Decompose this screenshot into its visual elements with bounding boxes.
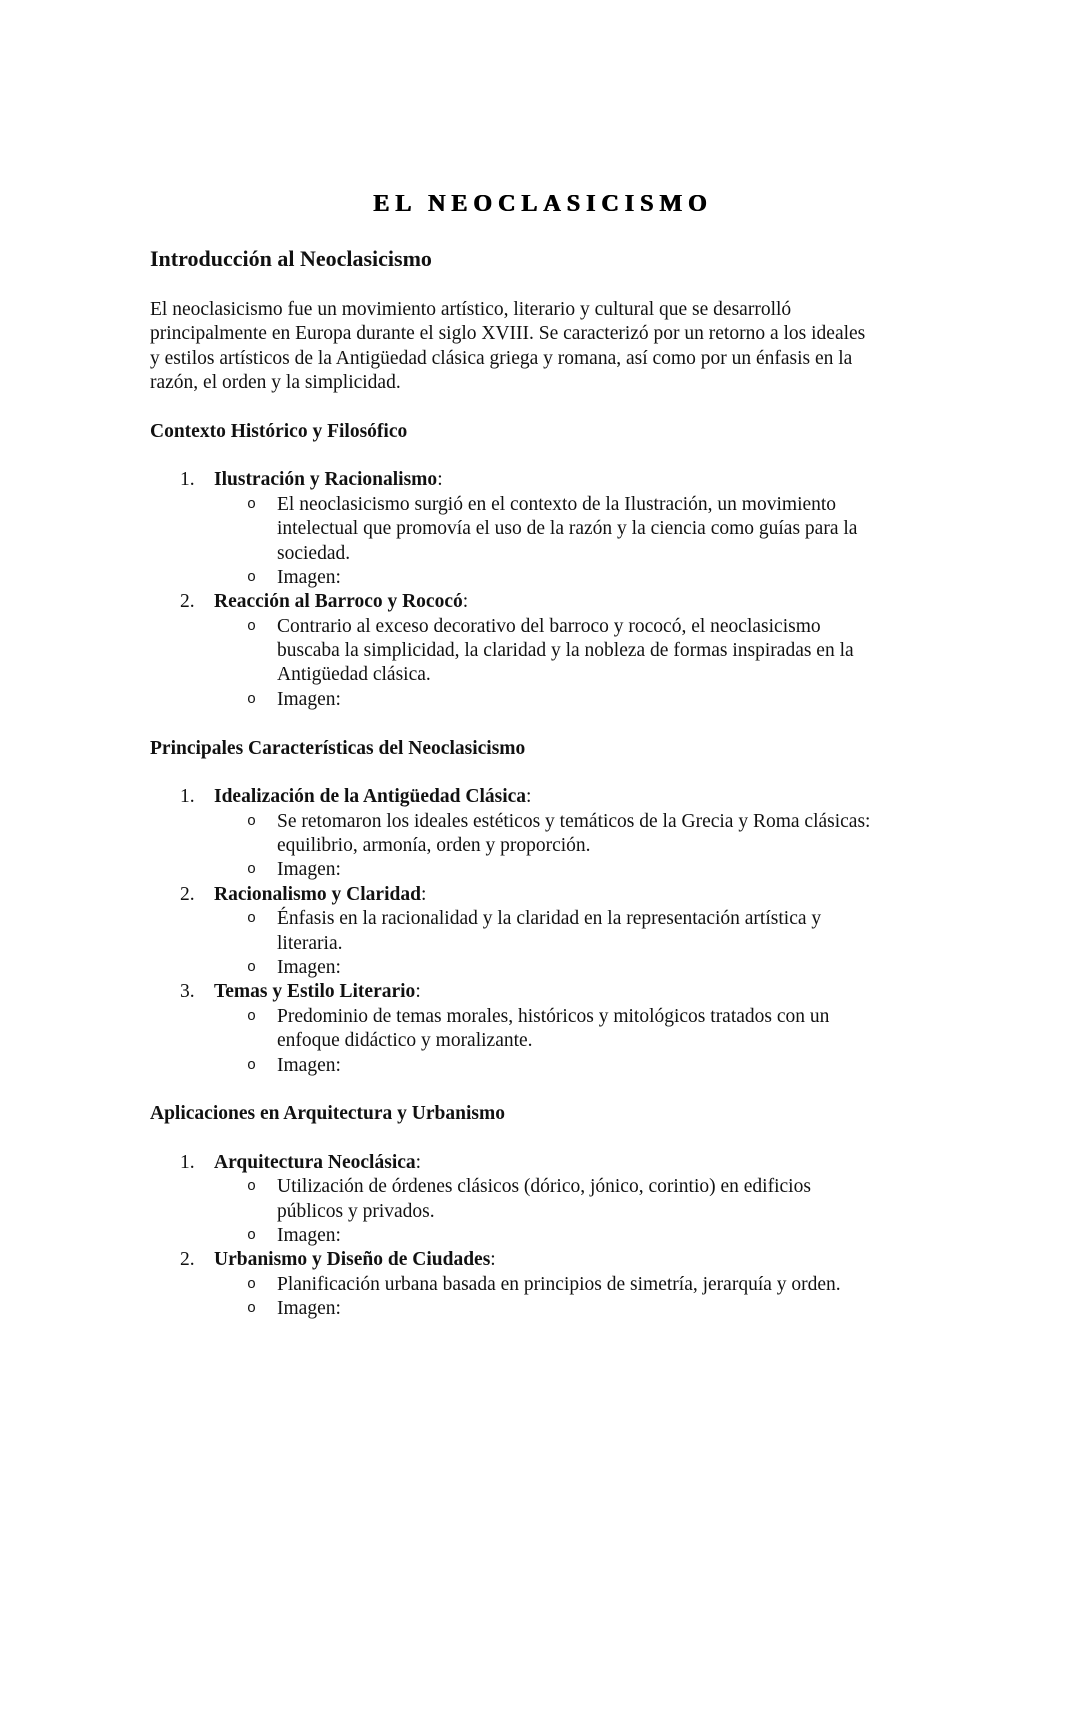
- bullet-item: [0, 1054, 1080, 1078]
- list-item-label-suffix: :: [526, 786, 532, 808]
- paragraph-line-text: El neoclasicismo fue un movimiento artístico, literario y cultural que se desarrolló: [150, 298, 792, 320]
- bullet-text: Utilización de órdenes clásicos (dórico, jónico, corintio) en edificios: [277, 1176, 811, 1198]
- bullet-text: literaria.: [277, 932, 343, 954]
- bullet-text: sociedad.: [277, 542, 351, 564]
- list-item-label-suffix: :: [462, 591, 469, 613]
- bullet-marker: o: [247, 1056, 257, 1074]
- bullet-text: intelectual que promovía el uso de la razón y la ciencia como guías para la: [277, 518, 858, 540]
- bullet-text: Predominio de temas morales, históricos y mitológicos tratados con un: [277, 1005, 830, 1027]
- list-item-number: 3.: [180, 981, 195, 1003]
- list-item-label-bold: Reacción al Barroco y Rococó: [214, 591, 463, 613]
- list-item-label: [214, 785, 531, 809]
- paragraph-line: [0, 298, 1080, 322]
- bullet-continuation: [0, 542, 1080, 566]
- list-item-number: 2.: [180, 591, 195, 613]
- bullet-text: enfoque didáctico y moralizante.: [277, 1030, 533, 1052]
- bullet-item: [0, 858, 1080, 882]
- bullet-item: [0, 810, 1080, 834]
- bullet-marker: o: [247, 617, 257, 635]
- bullet-continuation: [0, 639, 1080, 663]
- bullet-item: [0, 566, 1080, 590]
- list-item-heading: [0, 883, 1080, 907]
- bullet-text: Contrario al exceso decorativo del barroco y rococó, el neoclasicismo: [277, 615, 821, 637]
- list-item-label-suffix: :: [437, 469, 443, 491]
- numbered-list: [0, 1151, 1080, 1322]
- bullet-item: [0, 907, 1080, 931]
- list-item-label-bold: Idealización de la Antigüedad Clásica: [214, 786, 527, 808]
- intro-paragraph: [0, 298, 1080, 396]
- list-item-number: 1.: [180, 469, 195, 491]
- bullet-text-imagen: Imagen:: [277, 1054, 341, 1076]
- section-heading-contexto: Contexto Histórico y Filosófico: [150, 420, 408, 442]
- bullet-marker: o: [247, 690, 257, 708]
- bullet-continuation: [0, 932, 1080, 956]
- bullet-text-imagen: Imagen:: [277, 688, 341, 710]
- bullet-item: [0, 615, 1080, 639]
- paragraph-line: [0, 347, 1080, 371]
- bullet-marker: o: [247, 861, 257, 879]
- bullet-item: [0, 1224, 1080, 1248]
- bullet-text-imagen: Imagen:: [277, 1225, 341, 1247]
- list-item-heading: [0, 1248, 1080, 1272]
- list-item-heading: [0, 1151, 1080, 1175]
- list-item-heading: [0, 468, 1080, 492]
- list-item-heading: [0, 590, 1080, 614]
- bullet-continuation: [0, 517, 1080, 541]
- bullet-text-imagen: Imagen:: [277, 566, 341, 588]
- bullet-text-imagen: Imagen:: [277, 859, 341, 881]
- list-item-label-bold: Racionalismo y Claridad: [214, 883, 421, 905]
- list-item-label: [214, 468, 443, 492]
- document-title: EL NEOCLASICISMO: [373, 191, 713, 217]
- list-item-number: 2.: [180, 1249, 195, 1271]
- list-item-label: [214, 980, 421, 1004]
- list-item-heading: [0, 785, 1080, 809]
- bullet-text: buscaba la simplicidad, la claridad y la nobleza de formas inspiradas en la: [277, 640, 854, 662]
- bullet-item: [0, 956, 1080, 980]
- bullet-item: [0, 1175, 1080, 1199]
- bullet-item: [0, 1273, 1080, 1297]
- list-item-label: [214, 590, 468, 614]
- bullet-text: equilibrio, armonía, orden y proporción.: [277, 834, 591, 856]
- paragraph-line: [0, 371, 1080, 395]
- bullet-item: [0, 493, 1080, 517]
- document-page: [0, 186, 1080, 1714]
- list-item-number: 1.: [180, 1151, 195, 1173]
- list-item-number: 1.: [180, 786, 195, 808]
- bullet-marker: o: [247, 1275, 257, 1293]
- section-heading-aplicaciones: Aplicaciones en Arquitectura y Urbanismo: [150, 1103, 505, 1125]
- bullet-text: El neoclasicismo surgió en el contexto de la Ilustración, un movimiento: [277, 493, 837, 515]
- bullet-text: Planificación urbana basada en principios de simetría, jerarquía y orden.: [277, 1273, 841, 1295]
- bullet-marker: o: [247, 910, 257, 928]
- bullet-continuation: [0, 1200, 1080, 1224]
- bullet-text: Énfasis en la racionalidad y la claridad en la representación artística y: [277, 908, 822, 930]
- bullet-marker: o: [247, 1007, 257, 1025]
- bullet-marker: o: [247, 812, 257, 830]
- section-heading-caracteristicas: Principales Características del Neoclasicismo: [150, 737, 526, 759]
- bullet-marker: o: [247, 958, 257, 976]
- list-item-label-suffix: :: [490, 1249, 496, 1271]
- bullet-marker: o: [247, 568, 257, 586]
- list-item-label: [214, 1151, 421, 1175]
- bullet-marker: o: [247, 495, 257, 513]
- bullet-marker: o: [247, 1178, 257, 1196]
- paragraph-line-text: y estilos artísticos de la Antigüedad clásica griega y romana, así como por un énfasis en la: [150, 347, 853, 369]
- numbered-list: [0, 468, 1080, 712]
- bullet-text-imagen: Imagen:: [277, 956, 341, 978]
- bullet-text-imagen: Imagen:: [277, 1298, 341, 1320]
- numbered-list: [0, 785, 1080, 1078]
- bullet-continuation: [0, 663, 1080, 687]
- bullet-text: Se retomaron los ideales estéticos y temáticos de la Grecia y Roma clásicas:: [277, 810, 871, 832]
- list-item-label-bold: Arquitectura Neoclásica: [214, 1151, 416, 1173]
- bullet-text: Antigüedad clásica.: [277, 664, 431, 686]
- bullet-item: [0, 1005, 1080, 1029]
- list-item-label: [214, 1248, 496, 1272]
- paragraph-line: [0, 322, 1080, 346]
- list-item-label: [214, 883, 426, 907]
- paragraph-line-text: principalmente en Europa durante el siglo XVIII. Se caracterizó por un retorno a los ideales: [150, 323, 866, 345]
- paragraph-line-text: razón, el orden y la simplicidad.: [150, 371, 401, 393]
- bullet-continuation: [0, 1029, 1080, 1053]
- list-item-heading: [0, 980, 1080, 1004]
- list-item-label-bold: Urbanismo y Diseño de Ciudades: [214, 1249, 491, 1271]
- bullet-item: [0, 688, 1080, 712]
- list-item-label-suffix: :: [420, 883, 427, 905]
- list-item-label-bold: Ilustración y Racionalismo: [214, 469, 438, 491]
- bullet-text: públicos y privados.: [277, 1200, 435, 1222]
- list-item-label-suffix: :: [415, 981, 421, 1003]
- list-item-label-suffix: :: [415, 1151, 422, 1173]
- intro-heading: Introducción al Neoclasicismo: [150, 246, 432, 271]
- list-item-label-bold: Temas y Estilo Literario: [214, 981, 416, 1003]
- bullet-continuation: [0, 834, 1080, 858]
- bullet-item: [0, 1297, 1080, 1321]
- list-item-number: 2.: [180, 883, 195, 905]
- bullet-marker: o: [247, 1300, 257, 1318]
- bullet-marker: o: [247, 1227, 257, 1245]
